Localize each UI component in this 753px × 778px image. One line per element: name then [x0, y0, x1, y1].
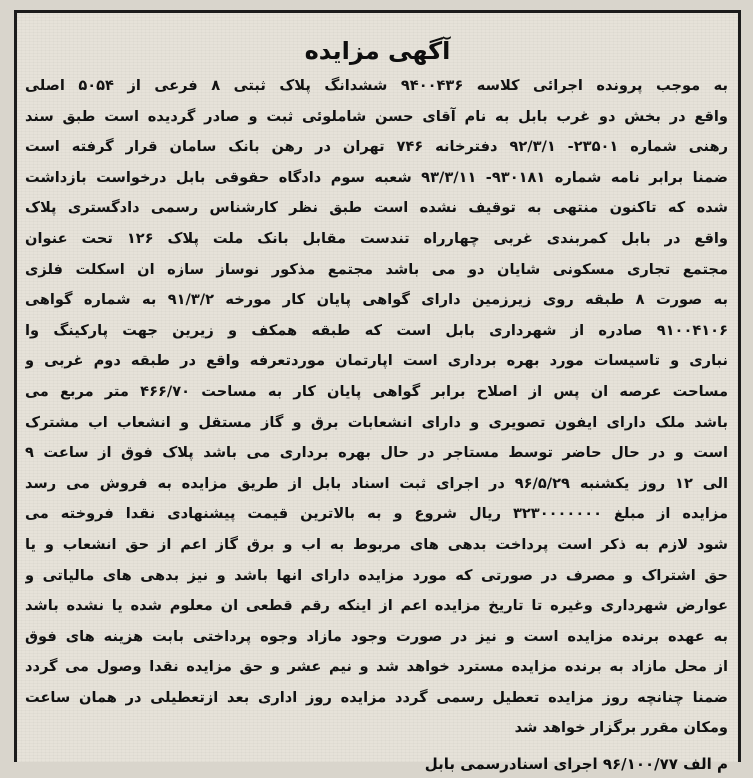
notice-line: به صورت ۸ طبقه روی زیرزمین دارای گواهی پایان کار مورخه ۹۱/۳/۲ به شماره گواهی: [25, 291, 728, 309]
notice-body: [25, 71, 728, 744]
notice-line: از محل مازاد به برنده مزایده مسترد خواهد شد و نیم عشر و حق مزایده نقدا وصول می گردد: [25, 658, 728, 676]
notice-title: آگهی مزایده: [304, 37, 451, 65]
notice-line: باشد ملک دارای ایفون تصویری و دارای انشعابات برق و گاز مستقل و انشعاب اب مشترک: [25, 413, 728, 431]
notice-line: شود لازم به ذکر است پرداخت بدهی های مربوط به اب و برق گاز اعم از حق انشعاب و یا: [25, 535, 728, 553]
notice-signature: م الف ۹۶/۱۰۰/۷۷ اجرای اسنادرسمی بابل: [424, 755, 728, 774]
notice-line: حق اشتراک و مصرف در صورتی که مورد مزایده دارای انها باشد و نیز بدهی های مالیاتی و: [25, 566, 728, 584]
notice-line: رهنی شماره ۲۳۵۰۱- ۹۲/۳/۱ دفترخانه ۷۴۶ تهران در رهن بانک سامان قرار گرفته است: [25, 138, 728, 156]
notice-line: مساحت عرصه ان پس از اصلاح برابر گواهی پایان کار به مساحت ۴۶۶/۷۰ متر مربع می: [25, 382, 728, 400]
notice-line: ۹۱۰۰۴۱۰۶ صادره از شهرداری بابل است که طبقه همکف و زیرین جهت پارکینگ وا: [25, 321, 728, 339]
notice-line: مجتمع تجاری مسکونی شایان دو می باشد مجتمع مذکور نوساز سازه ان اسکلت فلزی: [25, 260, 728, 278]
notice-line: الی ۱۲ روز یکشنبه ۹۶/۵/۲۹ در اجرای ثبت اسناد بابل از طریق مزایده به فروش می رسد: [25, 474, 728, 492]
notice-line: واقع در بخش دو غرب بابل به نام آقای حسن شاملوئی ثبت و صادر گردیده است طبق سند: [25, 107, 728, 125]
notice-line: عوارض شهرداری وغیره تا تاریخ مزایده اعم از اینکه رقم قطعی ان معلوم شده یا نشده باشد: [25, 597, 728, 615]
notice-line: است و در حال حاضر توسط مستاجر در حال بهره برداری می باشد پلاک فوق از ساعت ۹: [25, 444, 728, 462]
notice-line: ومکان مقرر برگزار خواهد شد: [514, 719, 728, 737]
notice-line: مزایده از مبلغ ۳۲۳۰۰۰۰۰۰۰ ریال شروع و به بالاترین قیمت پیشنهادی نقدا فروخته می: [25, 505, 728, 523]
notice-line: واقع در بابل کمربندی غربی چهارراه تندست مقابل بانک ملت پلاک ۱۲۶ تحت عنوان: [25, 229, 728, 247]
notice-line: به عهده برنده مزایده است و نیز در صورت وجود مازاد وجوه پرداختی بابت هزینه های فوق: [25, 627, 728, 645]
notice-line: نباری و تاسیسات مورد بهره برداری است اپارتمان موردتعرفه واقع در طبقه دوم غربی و: [25, 352, 728, 370]
notice-line: ضمنا برابر نامه شماره ۹۳۰۱۸۱- ۹۳/۳/۱۱ شعبه سوم دادگاه حقوقی بابل درخواست بازداشت: [25, 168, 728, 186]
notice-line: به موجب پرونده اجرائی کلاسه ۹۴۰۰۴۳۶ ششدانگ پلاک ثبتی ۸ فرعی از ۵۰۵۴ اصلی: [25, 77, 728, 94]
notice-clipping: [14, 10, 741, 774]
notice-line: شده که تاکنون منتهی به توقیف نشده است طبق نظر کارشناس رسمی دادگستری پلاک: [25, 199, 728, 217]
notice-line: ضمنا چنانچه روز مزایده تعطیل رسمی گردد مزایده روز اداری بعد ازتعطیلی در همان ساعت: [25, 688, 728, 706]
